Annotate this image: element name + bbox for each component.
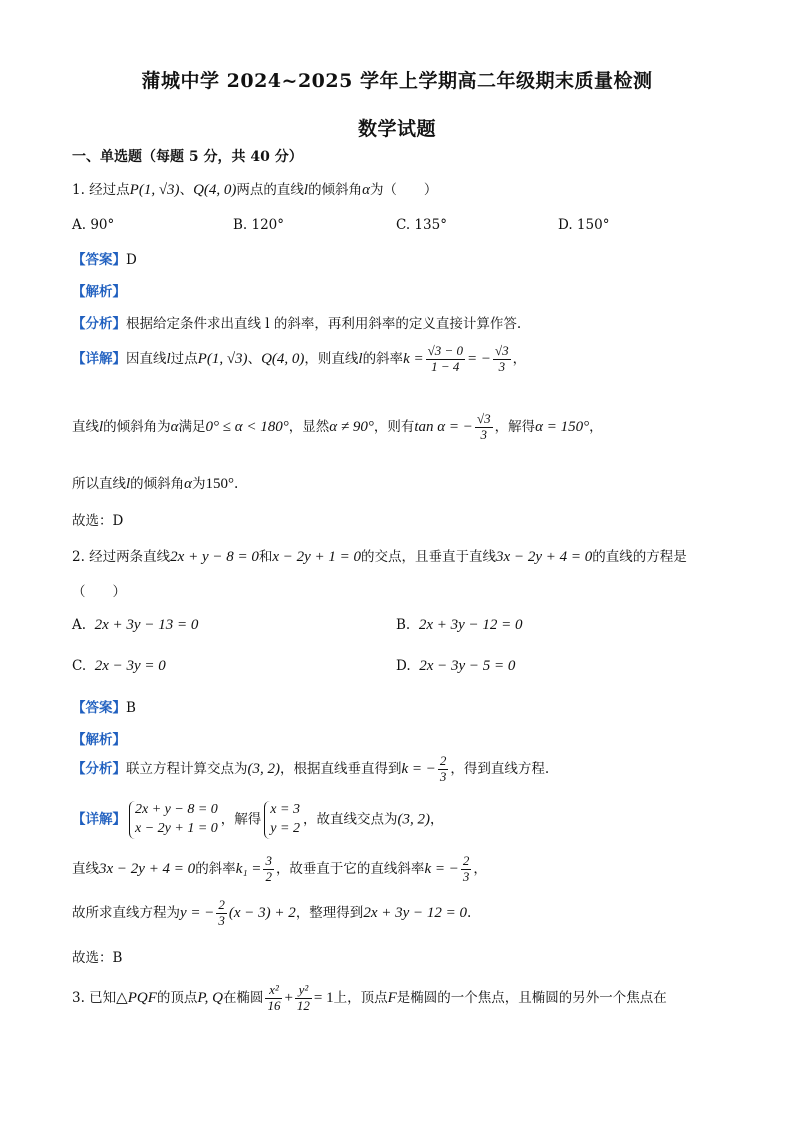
q2-stem: 2. 经过两条直线2x + y − 8 = 0和x − 2y + 1 = 0的交点，且垂直于直线3x − 2y + 4 = 0的直线的方程是	[72, 549, 687, 565]
q1-option-d: D. 150°	[558, 217, 610, 233]
exam-subtitle: 数学试题	[357, 118, 436, 140]
q2-line2: 直线3x − 2y + 4 = 0的斜率k₁ = $\frac{3}{2}$ ，故垂直于它的直线斜率k = − $\frac{2}{3}$ ，	[72, 853, 487, 884]
q2-answer: 【答案】B	[72, 700, 136, 716]
q1-line2: 直线l的倾斜角为α满足0° ≤ α < 180°，显然α ≠ 90°，则有tan α = − $\frac{√3}{3}$ ，解得α = 150°，	[72, 411, 603, 442]
q2-line3: 故所求直线方程为y = − $\frac{2}{3}$ (x − 3) + 2，整理得到2x + 3y − 12 = 0.	[72, 897, 472, 928]
q1-stem: 1. 经过点P(1, √3)、Q(4, 0)两点的直线l的倾斜角α为（ ）	[72, 182, 438, 198]
q1-choose: 故选：D	[72, 513, 124, 529]
q2-choose: 故选：B	[72, 950, 123, 966]
slope-fraction: $\frac{√3 - 0}{1 - 4}$	[427, 343, 464, 374]
point-q: Q(4, 0)	[193, 182, 237, 198]
q2-fenxi: 【分析】联立方程计算交点为(3, 2)，根据直线垂直得到k = − $\frac{2}{3}$ ，得到直线方程.	[72, 753, 550, 784]
equation-system: 2x + y − 8 = 0 x − 2y + 1 = 0	[129, 801, 218, 839]
q1-option-c: C. 135°	[396, 217, 447, 233]
q2-option-b: B. 2x + 3y − 12 = 0	[396, 617, 523, 633]
q2-paren: （ ）	[72, 584, 126, 600]
q2-xiangjie: 【详解】 2x + y − 8 = 0 x − 2y + 1 = 0 ，解得 x = 3 y = 2 ，故直线交点为(3, 2)，	[72, 801, 443, 839]
q2-analysis-heading: 【解析】	[72, 732, 126, 748]
q3-stem: 3. 已知△PQF的顶点P, Q在椭圆 $\frac{\text{x²}}{16}$ + $\frac{\text{y²}}{12}$ = 1上，顶点F是椭圆的一个焦点，且椭圆的另外一个焦点在	[72, 982, 667, 1013]
q2-option-d: D. 2x − 3y − 5 = 0	[396, 658, 516, 674]
ellipse-fraction-y: $\frac{\text{y²}}{12}$	[296, 982, 310, 1013]
exam-title: 蒲城中学 2024~2025 学年上学期高二年级期末质量检测	[141, 70, 653, 92]
q1-option-b: B. 120°	[233, 217, 285, 233]
q1-analysis-heading: 【解析】	[72, 284, 126, 300]
q1-fenxi: 【分析】根据给定条件求出直线 l 的斜率，再利用斜率的定义直接计算作答.	[72, 316, 522, 332]
solution-system: x = 3 y = 2	[264, 801, 300, 839]
q1-answer: 【答案】D	[72, 252, 137, 268]
q1-line3: 所以直线l的倾斜角α为150°.	[72, 476, 239, 492]
section-heading: 一、单选题（每题 5 分，共 40 分）	[72, 149, 303, 165]
q1-xiangjie: 【详解】因直线l过点P(1, √3)、Q(4, 0)，则直线l的斜率k = $\frac{√3 - 0}{1 - 4}$ = − $\frac{√3}{3}$ ，	[72, 343, 527, 374]
q2-option-a: A. 2x + 3y − 13 = 0	[72, 617, 199, 633]
q1-option-a: A. 90°	[72, 217, 115, 233]
point-p: P(1, √3)	[129, 182, 180, 198]
ellipse-fraction-x: $\frac{\text{x²}}{16}$	[267, 982, 281, 1013]
q2-option-c: C. 2x − 3y = 0	[72, 658, 166, 674]
